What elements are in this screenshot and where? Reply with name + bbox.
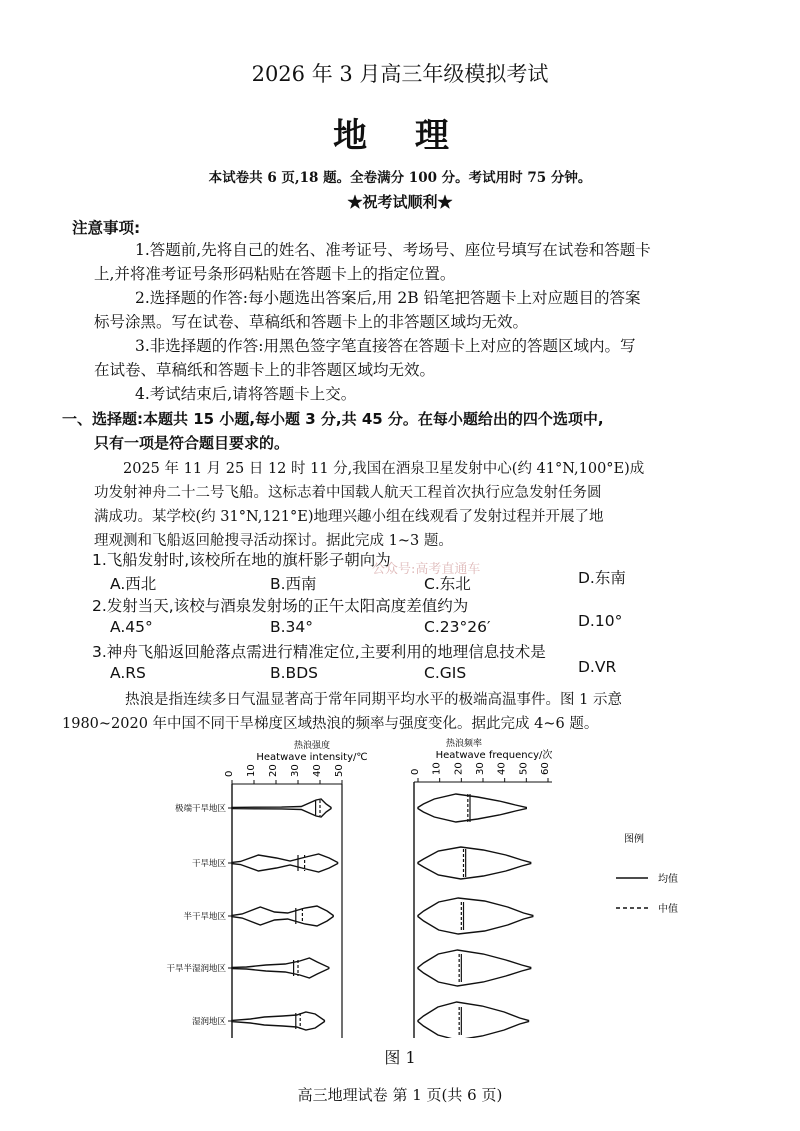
intensity-violin [232, 1012, 324, 1030]
option-a: A.西北 [110, 575, 157, 593]
frequency-tick-label: 30 [475, 762, 486, 775]
option-a: A.RS [110, 664, 146, 682]
heatwave-figure [140, 738, 740, 1038]
passage-line: 理观测和飞船返回舱搜寻活动探讨。据此完成 1~3 题。 [94, 533, 453, 549]
passage-line: 1980~2020 年中国不同干旱梯度区域热浪的频率与强度变化。据此完成 4~6 题。 [62, 716, 599, 732]
option-d: D.10° [578, 612, 623, 630]
passage-line: 热浪是指连续多日气温显著高于常年同期平均水平的极端高温事件。图 1 示意 [125, 692, 622, 708]
option-c: C.23°26′ [424, 618, 491, 636]
frequency-panel [410, 738, 552, 1038]
region-label: 干旱半湿润地区 [166, 964, 226, 974]
section-heading: 一、选择题:本题共 15 小题,每小题 3 分,共 45 分。在每小题给出的四个选项中, [62, 410, 604, 428]
notice-line: 3.非选择题的作答:用黑色签字笔直接答在答题卡上对应的答题区域内。写 [135, 337, 636, 355]
watermark: 公众号:高考直通车 [372, 562, 481, 577]
region-label: 半干旱地区 [183, 912, 226, 922]
notice-line: 标号涂黑。写在试卷、草稿纸和答题卡上的非答题区域均无效。 [94, 313, 529, 331]
frequency-tick-label: 40 [496, 762, 508, 775]
frequency-tick-label: 20 [453, 762, 465, 775]
passage-line: 2025 年 11 月 25 日 12 时 11 分,我国在酒泉卫星发射中心(约 41°N,100°E)成 [123, 461, 645, 477]
option-d: D.东南 [578, 569, 626, 587]
notice-heading: 注意事项: [72, 219, 141, 237]
exam-info: 本试卷共 6 页,18 题。全卷满分 100 分。考试用时 75 分钟。 [208, 170, 592, 186]
question-stem: 1.飞船发射时,该校所在地的旗杆影子朝向为 [92, 551, 391, 569]
wish-text: ★祝考试顺利★ [347, 193, 453, 211]
notice-line: 1.答题前,先将自己的姓名、准考证号、考场号、座位号填写在试卷和答题卡 [135, 241, 651, 259]
intensity-tick-label: 20 [268, 764, 279, 777]
page-footer: 高三地理试卷 第 1 页(共 6 页) [297, 1086, 503, 1104]
notice-line: 4.考试结束后,请将答题卡上交。 [135, 385, 357, 403]
right-axis-title-en: Heatwave frequency/次 [435, 750, 553, 761]
intensity-violin [232, 906, 333, 926]
question-stem: 3.神舟飞船返回舱落点需进行精准定位,主要利用的地理信息技术是 [92, 643, 546, 661]
left-axis-title-en: Heatwave intensity/℃ [256, 752, 368, 763]
region-label: 湿润地区 [191, 1017, 226, 1027]
region-label: 极端干旱地区 [174, 804, 226, 814]
section-heading-cont: 只有一项是符合题目要求的。 [94, 434, 290, 452]
notice-line: 2.选择题的作答:每小题选出答案后,用 2B 铅笔把答题卡上对应题目的答案 [135, 289, 641, 307]
left-axis-title-cn: 热浪强度 [293, 741, 331, 751]
frequency-violin [418, 950, 531, 986]
frequency-violin [418, 898, 533, 934]
legend-title: 图例 [624, 834, 644, 845]
subject-title: 地 理 [333, 116, 467, 156]
option-d: D.VR [578, 658, 617, 676]
frequency-violin [418, 1002, 529, 1038]
right-axis-title-cn: 热浪频率 [445, 739, 483, 749]
frequency-violin [418, 847, 531, 879]
region-label: 干旱地区 [191, 859, 226, 869]
frequency-violin [418, 794, 526, 822]
frequency-tick-label: 0 [410, 768, 421, 775]
intensity-tick-label: 0 [224, 770, 235, 777]
option-c: C.东北 [424, 575, 471, 593]
legend-median-label: 中值 [658, 904, 678, 915]
intensity-violin [232, 854, 338, 872]
exam-title: 2026 年 3 月高三年级模拟考试 [251, 62, 549, 86]
notice-line: 在试卷、草稿纸和答题卡上的非答题区域均无效。 [94, 361, 436, 379]
legend-mean-label: 均值 [658, 874, 678, 885]
passage-line: 满成功。某学校(约 31°N,121°E)地理兴趣小组在线观看了发射过程并开展了地 [94, 509, 604, 525]
figure-caption: 图 1 [384, 1048, 416, 1067]
frequency-tick-label: 60 [540, 762, 551, 775]
frequency-tick-label: 50 [518, 762, 530, 775]
option-c: C.GIS [424, 664, 467, 682]
intensity-tick-label: 30 [290, 764, 301, 777]
intensity-violin [232, 958, 329, 978]
option-a: A.45° [110, 618, 153, 636]
intensity-panel [166, 739, 367, 1038]
legend [616, 832, 678, 915]
notice-line: 上,并将准考证号条形码粘贴在答题卡上的指定位置。 [94, 265, 456, 283]
frequency-tick-label: 10 [431, 762, 443, 775]
question-stem: 2.发射当天,该校与酒泉发射场的正午太阳高度差值约为 [92, 597, 469, 615]
intensity-tick-label: 10 [246, 764, 257, 777]
option-b: B.西南 [270, 575, 317, 593]
option-b: B.34° [270, 618, 314, 636]
passage-line: 功发射神舟二十二号飞船。这标志着中国载人航天工程首次执行应急发射任务圆 [94, 485, 602, 501]
option-b: B.BDS [270, 664, 318, 682]
intensity-tick-label: 50 [334, 764, 345, 777]
intensity-tick-label: 40 [312, 764, 323, 777]
